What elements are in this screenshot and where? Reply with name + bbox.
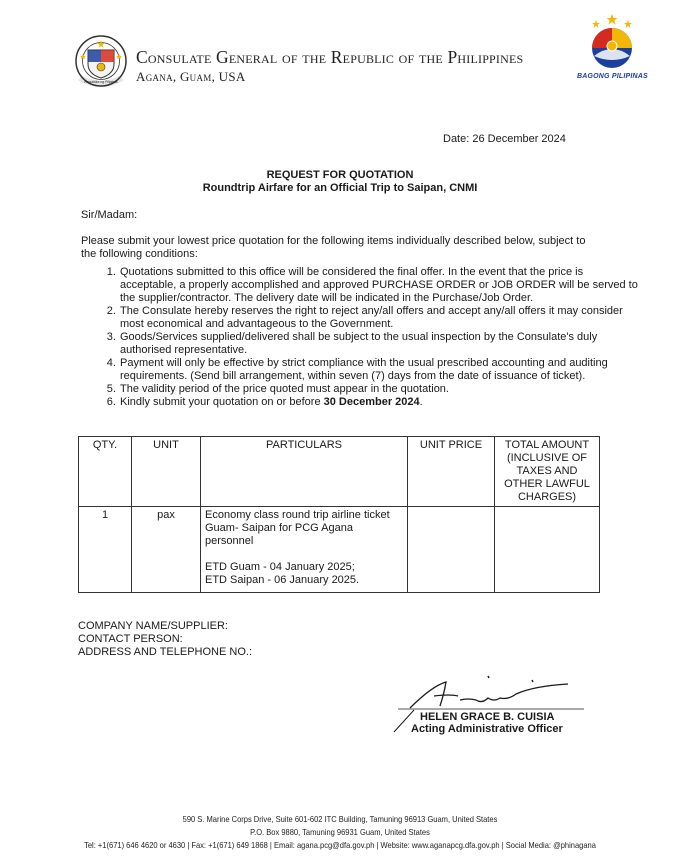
condition-item: 1. Quotations submitted to this office will be considered the final offer. In the event that the price is acceptable, a properly accomplished and approved PURCHASE ORDER or JOB ORDER will be served to the supplier/contractor. The delivery date will be indicated in the Purchase/Job Order.	[119, 266, 639, 305]
etd-guam: ETD Guam - 04 January 2025;	[205, 561, 355, 573]
header-particulars: PARTICULARS	[201, 437, 408, 507]
condition-item: 5. The validity period of the price quoted must appear in the quotation.	[119, 383, 639, 396]
condition-item: 4. Payment will only be effective by strict compliance with the usual prescribed accounting and auditing requirements. (Send bill arrangement, within seven (7) days from the date of issuance of ticket).	[119, 357, 639, 383]
supplier-block	[78, 620, 252, 659]
bagong-pilipinas-logo-icon	[584, 12, 640, 72]
cell-qty: 1	[79, 507, 132, 593]
cell-unit: pax	[132, 507, 201, 593]
signatory-title: Acting Administrative Officer	[411, 723, 563, 735]
condition-6-suffix: .	[419, 396, 423, 408]
company-name-label: COMPANY NAME/SUPPLIER:	[78, 620, 228, 632]
footer-po-box: P.O. Box 9880, Tamuning 96931 Guam, United States	[250, 828, 430, 837]
condition-item: 3. Goods/Services supplied/delivered shall be subject to the usual inspection by the Consulate's duly authorised representative.	[119, 331, 639, 357]
cell-unit-price[interactable]	[408, 507, 495, 593]
footer-contacts: Tel: +1(671) 646 4620 or 4630 | Fax: +1(671) 649 1868 | Email: agana.pcg@dfa.gov.ph | Website: www.aganapcg.dfa.gov.ph | Social Media: @phinagana	[84, 841, 596, 850]
consulate-location: Agana, Guam, USA	[136, 69, 246, 84]
header-unit: UNIT	[132, 437, 201, 507]
conditions-list	[81, 266, 639, 409]
salutation: Sir/Madam:	[81, 209, 138, 221]
condition-6-prefix: Kindly submit your quotation on or before	[120, 396, 324, 408]
consulate-title: Consulate General of the Republic of the Philippines	[136, 47, 524, 67]
document-date: Date: 26 December 2024	[443, 133, 566, 145]
etd-saipan: ETD Saipan - 06 January 2025.	[205, 574, 360, 586]
header-unit-price: UNIT PRICE	[408, 437, 495, 507]
footer-address: 590 S. Marine Corps Drive, Suite 601-602 ITC Building, Tamuning 96913 Guam, United States	[182, 815, 498, 824]
intro-paragraph: Please submit your lowest price quotation for the following items individually described below, subject to the following conditions:	[81, 235, 586, 260]
bagong-pilipinas-label: BAGONG PILIPINAS	[577, 73, 648, 80]
header-qty: QTY.	[79, 437, 132, 507]
document-heading: REQUEST FOR QUOTATION	[266, 169, 414, 181]
address-telephone-label: ADDRESS AND TELEPHONE NO.:	[78, 646, 253, 658]
seal-caption: Republika ng Pilipinas	[84, 80, 118, 84]
quotation-table	[78, 436, 600, 593]
signatory-name: HELEN GRACE B. CUISIA	[420, 711, 555, 723]
document-subheading: Roundtrip Airfare for an Official Trip to Saipan, CNMI	[202, 182, 478, 194]
contact-person-label: CONTACT PERSON:	[78, 633, 183, 645]
cell-total-amount[interactable]	[495, 507, 600, 593]
cell-particulars	[201, 507, 408, 593]
particulars-description: Economy class round trip airline ticket Guam- Saipan for PCG Agana personnel	[205, 509, 390, 547]
condition-item: 2. The Consulate hereby reserves the right to reject any/all offers and accept any/all offers it may consider most economical and advantageous to the Government.	[119, 305, 639, 331]
submission-deadline: 30 December 2024	[323, 396, 420, 408]
table-header-row	[79, 437, 600, 507]
header-total-amount: TOTAL AMOUNT (INCLUSIVE OF TAXES AND OTHER LAWFUL CHARGES)	[495, 437, 600, 507]
table-row	[79, 507, 600, 593]
condition-item	[119, 396, 639, 409]
